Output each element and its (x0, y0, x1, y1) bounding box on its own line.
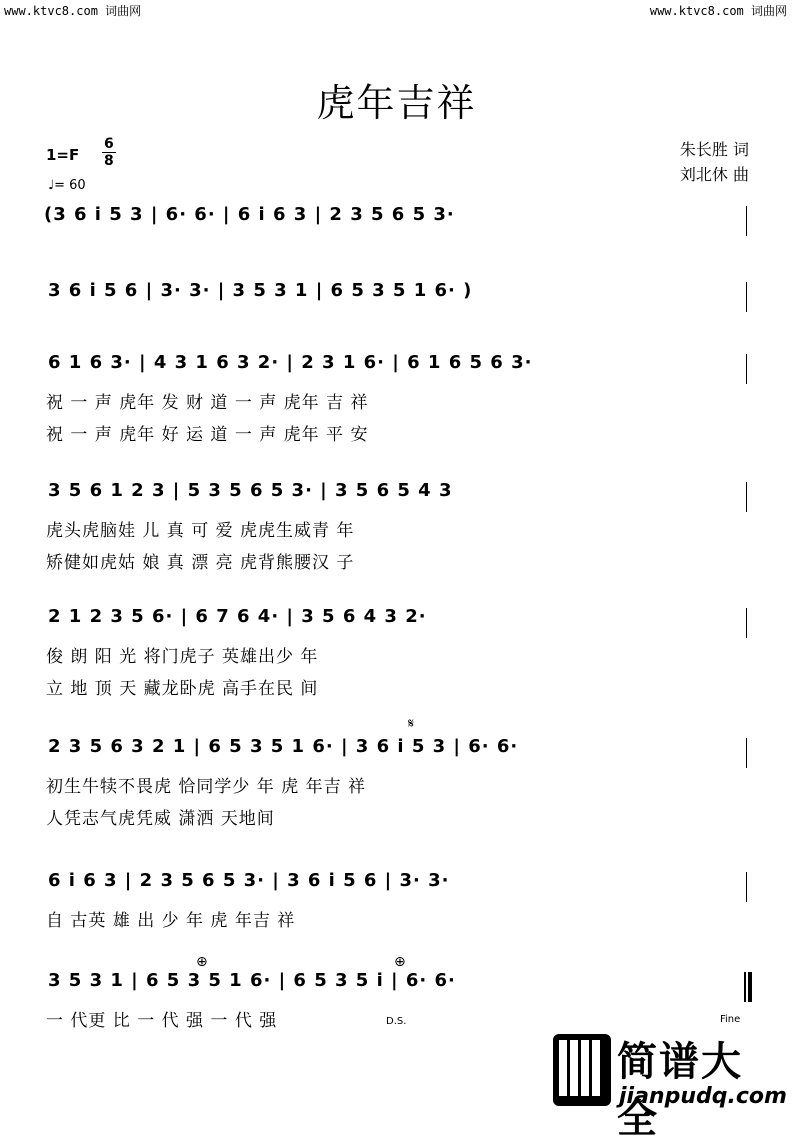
key-signature: 1=F (46, 146, 80, 164)
notes-line: 3 5 3 1 | 6 5 3 5 1 6· | 6 5 3 5 i | 6· 6· (48, 970, 456, 991)
staff-row-4 (0, 480, 793, 516)
lyric-line-1: 虎头虎脑娃 儿 真 可 爱 虎虎生威青 年 (46, 521, 355, 541)
barline (746, 206, 747, 236)
final-barline-thin (744, 972, 746, 1002)
lyric-line-2: 矫健如虎姑 娘 真 漂 亮 虎背熊腰汉 子 (46, 553, 355, 573)
da-segno-mark: D.S. (386, 1016, 407, 1027)
segno-sign: 𝄋 (408, 716, 415, 732)
staff-row-1 (0, 204, 793, 240)
fine-mark: Fine (720, 1014, 741, 1025)
lyric-line-1: 自 古英 雄 出 少 年 虎 年吉 祥 (46, 911, 296, 931)
time-sig-bottom: 8 (104, 153, 114, 169)
staff-row-8 (0, 970, 793, 1006)
lyric-line-2: 祝 一 声 虎年 好 运 道 一 声 虎年 平 安 (46, 425, 369, 445)
barline (746, 872, 747, 902)
notes-line: 3 6 i 5 6 | 3· 3· | 3 5 3 1 | 6 5 3 5 1 6· ) (48, 280, 473, 301)
brand-url: jianpudq.com (619, 1084, 787, 1109)
barline (746, 282, 747, 312)
lyric-line-1: 祝 一 声 虎年 发 财 道 一 声 虎年 吉 祥 (46, 393, 369, 413)
lyric-line-2: 立 地 顶 天 藏龙卧虎 高手在民 间 (46, 679, 319, 699)
barline (746, 354, 747, 384)
notes-line: 2 1 2 3 5 6· | 6 7 6 4· | 3 5 6 4 3 2· (48, 606, 427, 627)
notes-line: 6 1 6 3· | 4 3 1 6 3 2· | 2 3 1 6· | 6 1 6 5 6 3· (48, 352, 533, 373)
barline (746, 608, 747, 638)
tempo-mark: ♩= 60 (48, 178, 86, 193)
lyricist-credit: 朱长胜 词 (679, 140, 749, 159)
lyric-line-2: 人凭志气虎凭威 潇洒 天地间 (46, 809, 275, 829)
barline (746, 482, 747, 512)
time-sig-top: 6 (104, 136, 114, 152)
notes-line: 3 5 6 1 2 3 | 5 3 5 6 5 3· | 3 5 6 5 4 3 (48, 480, 453, 501)
brand-logo (553, 1030, 787, 1142)
staff-row-6 (0, 736, 793, 772)
lyric-line-1: 俊 朗 阳 光 将门虎子 英雄出少 年 (46, 647, 319, 667)
notes-line: 6 i 6 3 | 2 3 5 6 5 3· | 3 6 i 5 6 | 3· 3· (48, 870, 450, 891)
staff-row-7 (0, 870, 793, 906)
site-watermark-right: www.ktvc8.com 词曲网 (649, 4, 787, 18)
song-title: 虎年吉祥 (316, 81, 477, 125)
staff-row-3 (0, 352, 793, 388)
lyric-line-1: 一 代更 比 一 代 强 一 代 强 (46, 1011, 278, 1031)
staff-row-2 (0, 280, 793, 316)
final-barline-thick (748, 972, 752, 1002)
composer-credit: 刘北休 曲 (679, 165, 749, 184)
notes-line: 2 3 5 6 3 2 1 | 6 5 3 5 1 6· | 3 6 i 5 3 | 6· 6· (48, 736, 519, 757)
coda-sign-1: ⊕ (196, 954, 208, 970)
staff-row-5 (0, 606, 793, 642)
site-watermark-left: www.ktvc8.com 词曲网 (4, 4, 142, 18)
brand-text: 简谱大全 (617, 1039, 743, 1142)
coda-sign-2: ⊕ (394, 954, 406, 970)
piano-icon (553, 1034, 611, 1106)
notes-line: (3 6 i 5 3 | 6· 6· | 6 i 6 3 | 2 3 5 6 5 3· (44, 204, 455, 225)
lyric-line-1: 初生牛犊不畏虎 恰同学少 年 虎 年吉 祥 (46, 777, 367, 797)
barline (746, 738, 747, 768)
